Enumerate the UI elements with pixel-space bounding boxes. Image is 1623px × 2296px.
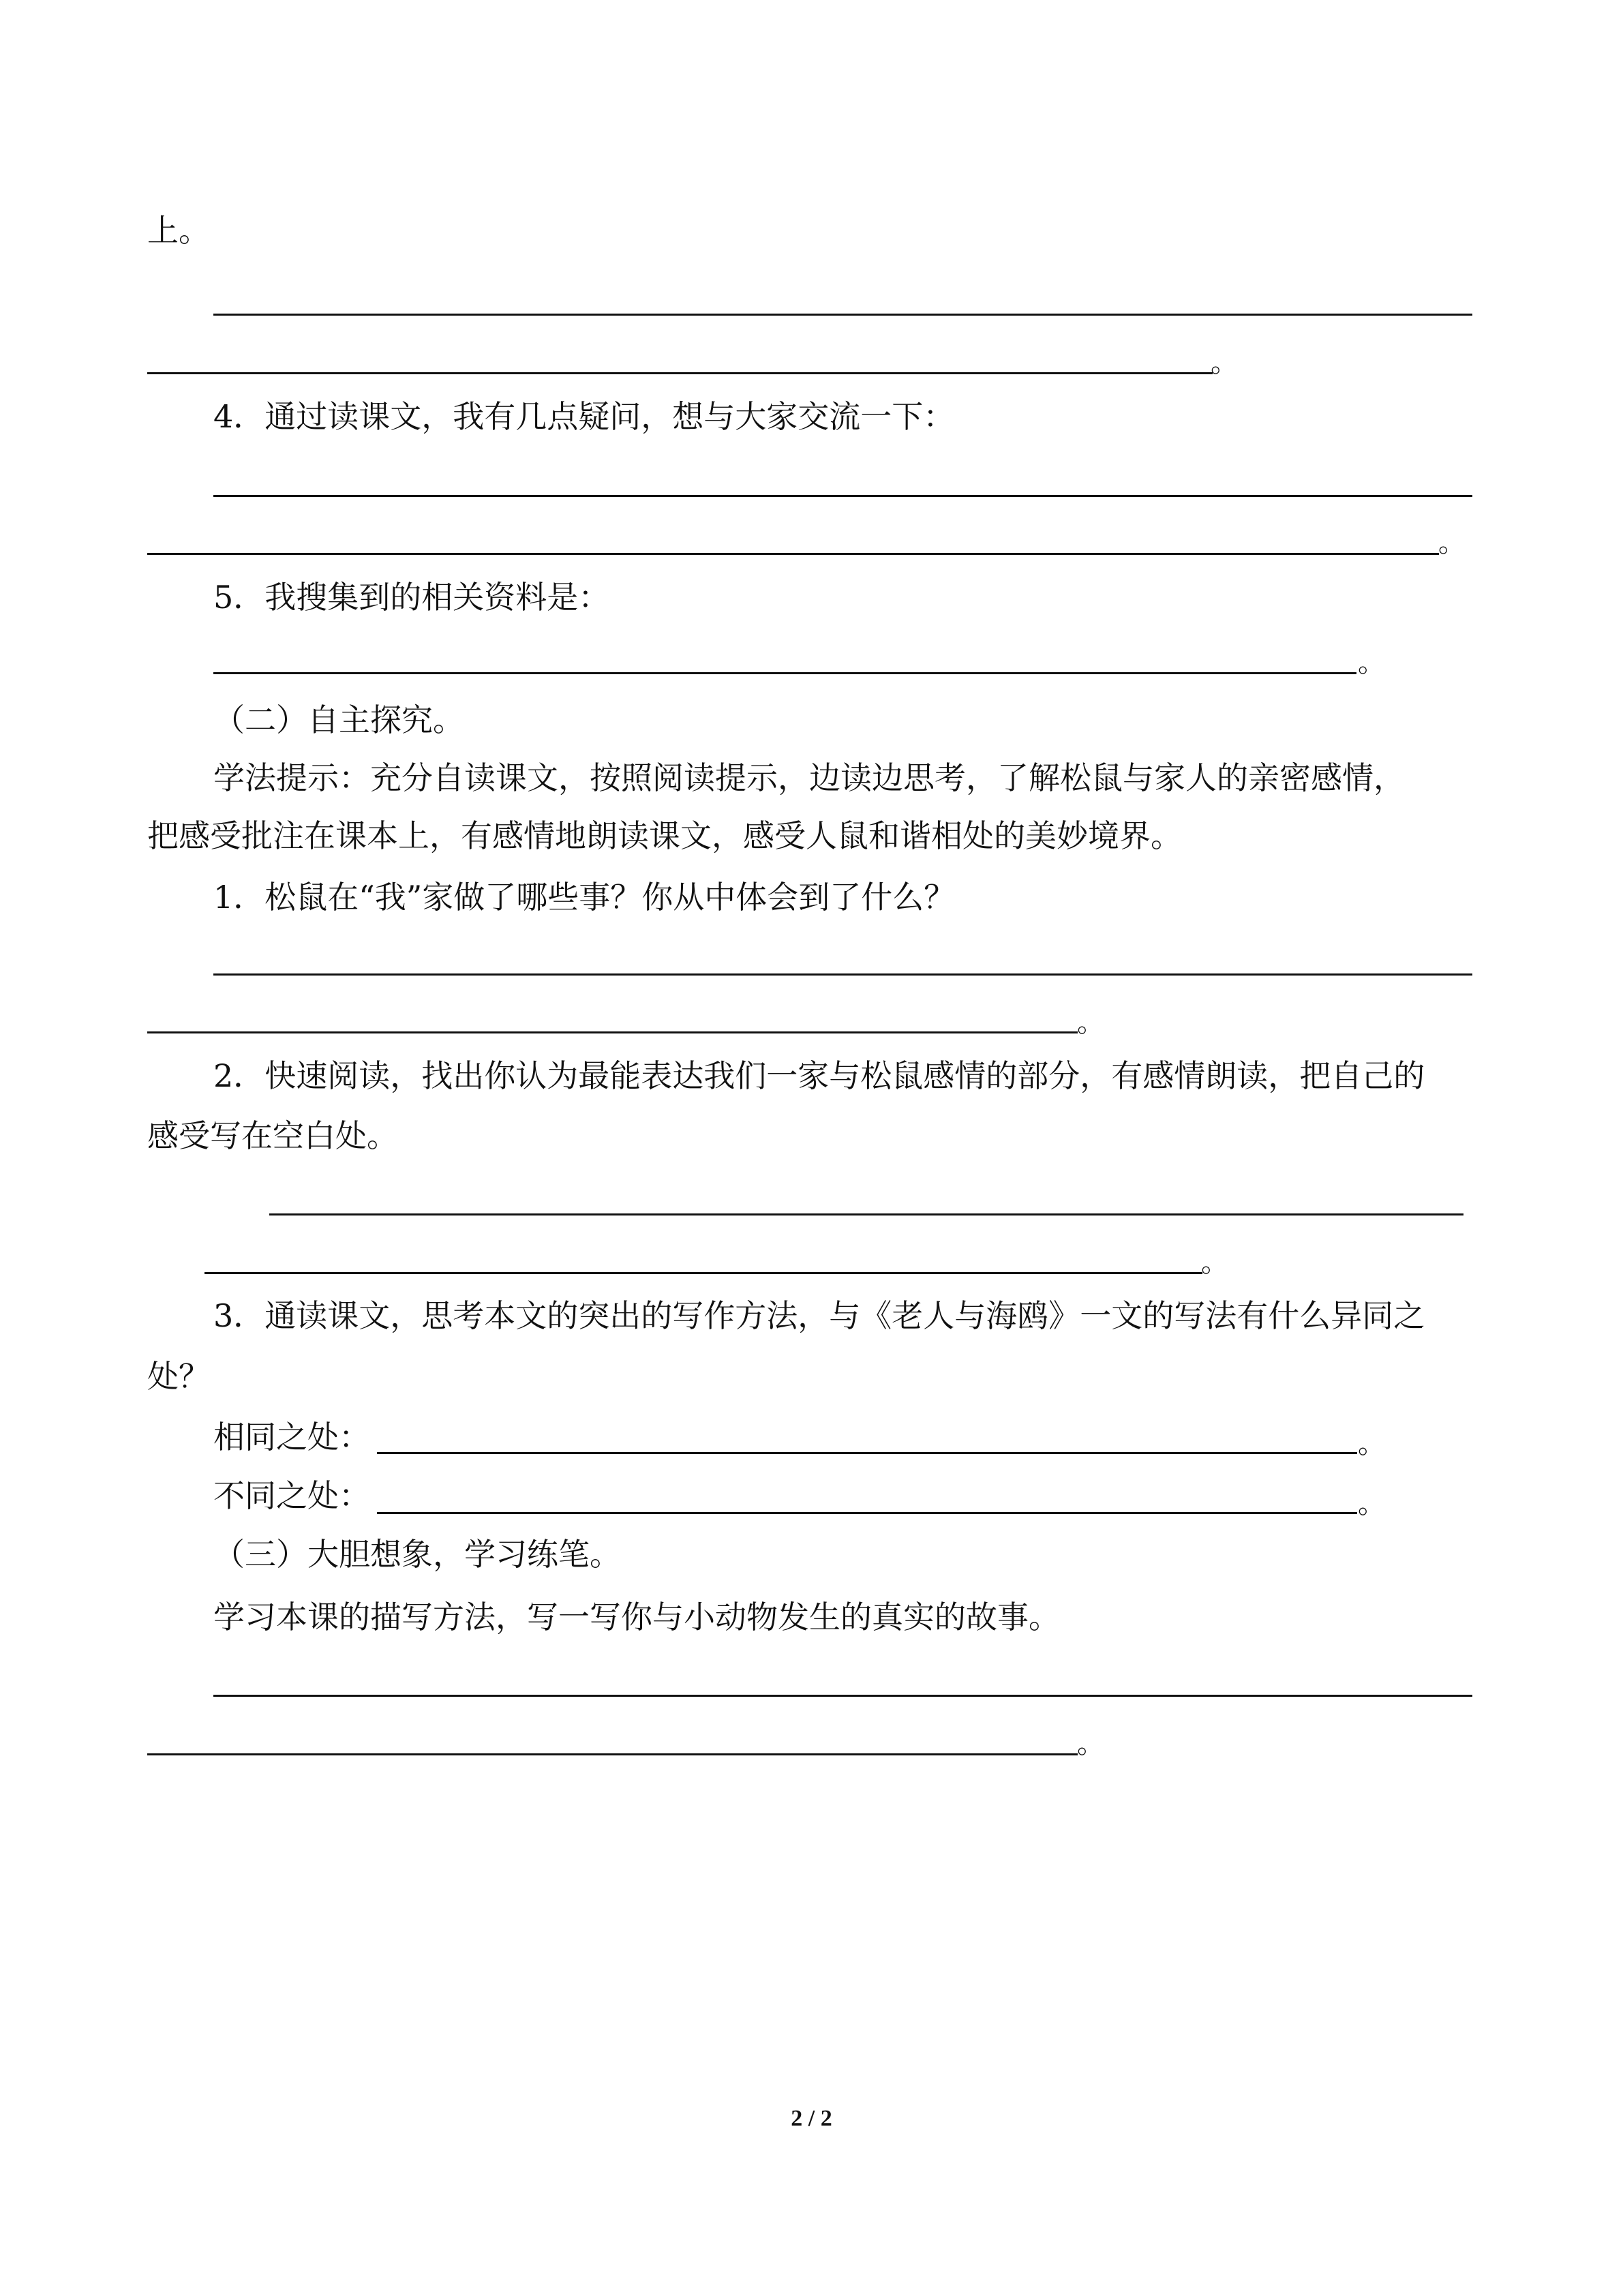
study-tip: 学法提示：充分自读课文，按照阅读提示，边读边思考，了解松鼠与家人的亲密感情， — [213, 759, 1405, 796]
end-mark: 。 — [1358, 1428, 1385, 1460]
section-heading: （二）自主探究。 — [213, 701, 464, 738]
difference-label: 不同之处： — [213, 1477, 370, 1514]
writing-task: 学习本课的描写方法，写一写你与小动物发生的真实的故事。 — [213, 1599, 1060, 1635]
answer-line[interactable] — [147, 372, 1213, 374]
answer-line[interactable] — [204, 1272, 1202, 1274]
end-mark: 。 — [1077, 1728, 1104, 1759]
end-mark: 。 — [1211, 347, 1238, 378]
similarity-answer-line[interactable] — [377, 1452, 1357, 1454]
end-mark: 。 — [1358, 647, 1385, 678]
similarity-label: 相同之处： — [213, 1419, 370, 1455]
answer-line[interactable] — [213, 1695, 1472, 1697]
page-number: 2 / 2 — [791, 2106, 832, 2131]
question-3: 3．通读课文，思考本文的突出的写作方法，与《老人与海鸥》一文的写法有什么异同之 — [213, 1297, 1425, 1334]
answer-line[interactable] — [147, 1753, 1078, 1755]
question-2: 2．快速阅读，找出你认为最能表达我们一家与松鼠感情的部分，有感情朗读，把自己的 — [213, 1057, 1425, 1094]
difference-answer-line[interactable] — [377, 1512, 1357, 1514]
answer-line[interactable] — [269, 1213, 1463, 1215]
answer-line[interactable] — [213, 495, 1472, 497]
question-3-cont: 处？ — [147, 1358, 210, 1395]
end-mark: 。 — [1358, 1488, 1385, 1520]
question-4: 4．通过读课文，我有几点疑问，想与大家交流一下： — [213, 398, 955, 435]
answer-line[interactable] — [213, 672, 1356, 674]
end-mark: 。 — [1077, 1007, 1104, 1038]
study-tip-cont: 把感受批注在课本上，有感情地朗读课文，感受人鼠和谐相处的美妙境界。 — [147, 817, 1182, 854]
answer-line[interactable] — [213, 973, 1472, 976]
answer-line[interactable] — [147, 1031, 1078, 1033]
continued-text: 上。 — [147, 212, 210, 249]
section-heading: （三）大胆想象，学习练笔。 — [213, 1536, 621, 1573]
end-mark: 。 — [1201, 1247, 1228, 1278]
answer-line[interactable] — [213, 314, 1472, 316]
question-2-cont: 感受写在空白处。 — [147, 1117, 398, 1154]
answer-line[interactable] — [147, 553, 1439, 555]
end-mark: 。 — [1438, 527, 1466, 558]
question-1: 1．松鼠在“我”家做了哪些事？你从中体会到了什么？ — [213, 879, 956, 916]
question-5: 5．我搜集到的相关资料是： — [213, 579, 610, 616]
